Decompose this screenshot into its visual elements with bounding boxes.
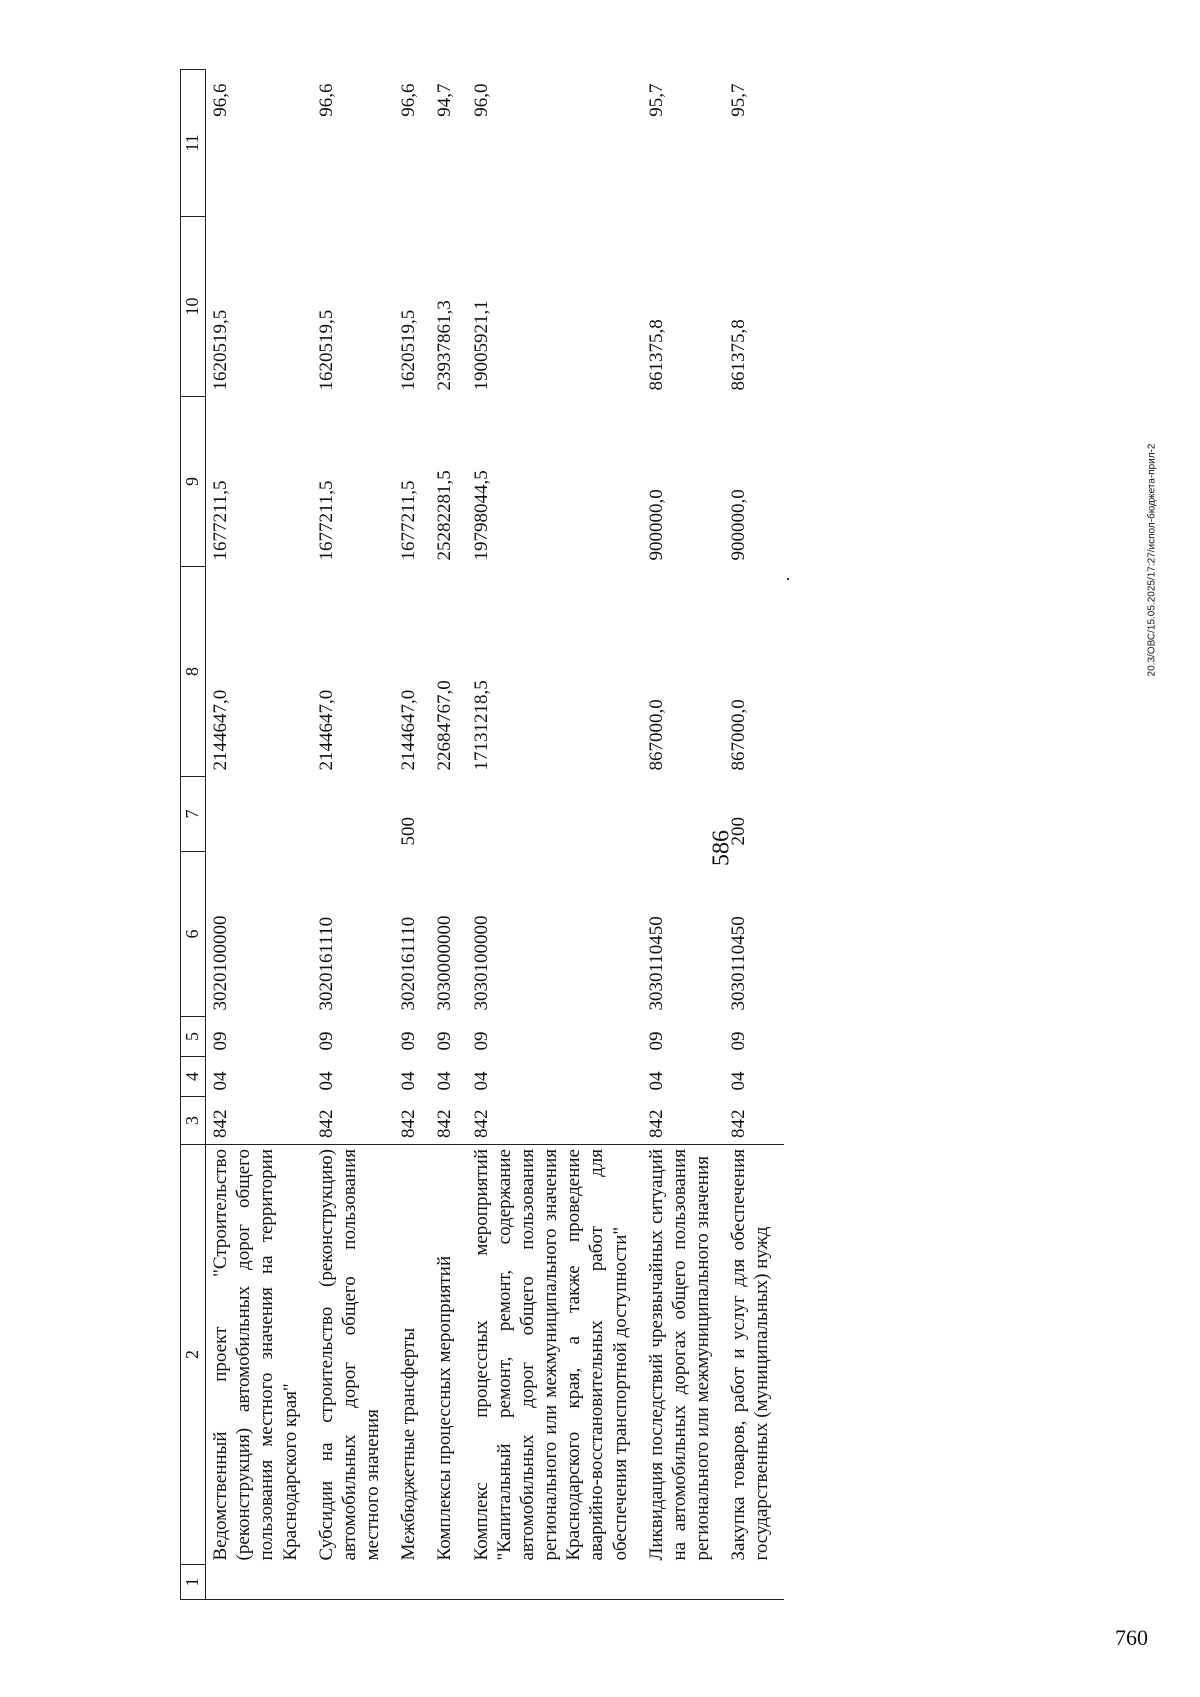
target-article-code: 3030110450 bbox=[645, 916, 667, 1011]
row-name: Комплекс процессных мероприятий "Капитальный ремонт, ремонт, содержание автомобильных дорог общего пользования регионального или межмуниципального значения Краснодарского края, а также проведение аварийно-восстановительных работ для обеспечения транспортной доступности" bbox=[467, 1145, 642, 1565]
subsection-code: 09 bbox=[315, 1031, 337, 1051]
amount-col10: 1620519,5 bbox=[398, 309, 420, 391]
amount-col8: 17131218,5 bbox=[470, 680, 492, 771]
amount-col9: 19798044,5 bbox=[470, 470, 492, 561]
expense-type-code: 200 bbox=[728, 817, 750, 846]
row-index-cell bbox=[312, 1565, 395, 1600]
section-code: 04 bbox=[315, 1071, 337, 1091]
subsection-code: 09 bbox=[470, 1031, 492, 1051]
row-name: Ликвидация последствий чрезвычайных ситуаций на автомобильных дорогах общего пользования регионального или межмуниципального значения bbox=[642, 1145, 725, 1565]
header-row bbox=[181, 70, 206, 1600]
amount-col10: 1620519,5 bbox=[210, 309, 231, 391]
row-name: Субсидии на строительство (реконструкцию) автомобильных дорог общего пользования местного значения bbox=[312, 1145, 395, 1565]
percent-col11: 96,6 bbox=[210, 83, 231, 117]
expense-type-code bbox=[642, 777, 725, 852]
ministry-code: 842 bbox=[645, 1109, 667, 1138]
ministry-code: 842 bbox=[728, 1109, 750, 1138]
amount-col9: 900000,0 bbox=[728, 489, 750, 561]
amount-col9: 1677211,5 bbox=[398, 480, 420, 561]
table-container bbox=[180, 70, 1125, 1600]
amount-col10: 861375,8 bbox=[728, 319, 750, 391]
amount-col8: 867000,0 bbox=[645, 699, 667, 771]
percent-col11: 96,6 bbox=[315, 83, 337, 117]
row-index-cell bbox=[724, 1565, 783, 1600]
percent-col11: 96,6 bbox=[398, 83, 420, 117]
column-header: 7 bbox=[181, 777, 206, 852]
expense-type-code bbox=[467, 777, 642, 852]
subsection-code: 09 bbox=[728, 1031, 750, 1051]
row-index-cell bbox=[467, 1565, 642, 1600]
percent-col11: 96,0 bbox=[470, 83, 492, 117]
expense-type-code bbox=[312, 777, 395, 852]
amount-col9: 1677211,5 bbox=[210, 480, 231, 561]
amount-col8: 2144647,0 bbox=[315, 689, 337, 771]
target-article-code: 3030100000 bbox=[470, 915, 492, 1011]
section-code: 04 bbox=[210, 1071, 231, 1091]
table-row bbox=[724, 70, 783, 1600]
row-index-cell bbox=[642, 1565, 725, 1600]
column-header: 2 bbox=[181, 1145, 206, 1565]
table-row bbox=[642, 70, 725, 1600]
row-name: Межбюджетные трансферты bbox=[394, 1145, 430, 1565]
table-row bbox=[394, 70, 430, 1600]
column-header: 9 bbox=[181, 397, 206, 567]
ministry-code: 842 bbox=[315, 1109, 337, 1138]
footer-stamp: 20.3/ОВС/15.05.2025/17:27/испол-бюджета-прил-2 bbox=[1146, 443, 1158, 677]
amount-col8: 867000,0 bbox=[728, 699, 750, 771]
target-article-code: 3020100000 bbox=[210, 915, 231, 1011]
target-article-code: 3030110450 bbox=[728, 916, 750, 1011]
amount-col8: 2144647,0 bbox=[398, 689, 420, 771]
ministry-code: 842 bbox=[398, 1109, 420, 1138]
budget-table bbox=[180, 69, 784, 1600]
row-index-cell bbox=[430, 1565, 466, 1600]
row-name: Ведомственный проект "Строительство (реконструкция) автомобильных дорог общего пользования местного значения на территории Краснодарского края" bbox=[206, 1145, 312, 1565]
column-header: 11 bbox=[181, 70, 206, 217]
table-row bbox=[467, 70, 642, 1600]
subsection-code: 09 bbox=[210, 1031, 231, 1051]
table-row bbox=[206, 70, 312, 1600]
expense-type-code: 500 bbox=[398, 817, 420, 846]
section-code: 04 bbox=[645, 1071, 667, 1091]
column-header: 6 bbox=[181, 852, 206, 1017]
amount-col10: 1620519,5 bbox=[315, 309, 337, 391]
amount-col10: 23937861,3 bbox=[434, 300, 456, 391]
amount-col8: 22684767,0 bbox=[434, 680, 456, 771]
table-row bbox=[312, 70, 395, 1600]
target-article-code: 3020161110 bbox=[315, 916, 337, 1011]
column-header: 1 bbox=[181, 1565, 206, 1600]
subsection-code: 09 bbox=[434, 1031, 456, 1051]
ministry-code: 842 bbox=[434, 1109, 456, 1138]
row-index-cell bbox=[206, 1565, 312, 1600]
target-article-code: 3030000000 bbox=[434, 915, 456, 1011]
amount-col8: 2144647,0 bbox=[210, 689, 231, 771]
percent-col11: 94,7 bbox=[434, 83, 456, 117]
target-article-code: 3020161110 bbox=[398, 916, 420, 1011]
ministry-code: 842 bbox=[470, 1109, 492, 1138]
section-code: 04 bbox=[398, 1071, 420, 1091]
subsection-code: 09 bbox=[398, 1031, 420, 1051]
column-header: 3 bbox=[181, 1097, 206, 1145]
page-number-top: 586 bbox=[708, 830, 735, 866]
section-code: 04 bbox=[434, 1071, 456, 1091]
amount-col9: 1677211,5 bbox=[315, 480, 337, 561]
percent-col11: 95,7 bbox=[728, 83, 750, 117]
row-name: Закупка товаров, работ и услуг для обеспечения государственных (муниципальных) нужд bbox=[724, 1145, 783, 1565]
expense-type-code bbox=[206, 777, 312, 852]
column-header: 5 bbox=[181, 1017, 206, 1057]
amount-col10: 19005921,1 bbox=[470, 300, 492, 391]
column-header: 8 bbox=[181, 567, 206, 777]
amount-col9: 900000,0 bbox=[645, 489, 667, 561]
column-header: 10 bbox=[181, 217, 206, 397]
page-number-bottom: 760 bbox=[1115, 1625, 1148, 1650]
ministry-code: 842 bbox=[210, 1109, 231, 1138]
table-row bbox=[430, 70, 466, 1600]
percent-col11: 95,7 bbox=[645, 83, 667, 117]
column-header: 4 bbox=[181, 1057, 206, 1097]
row-name: Комплексы процессных мероприятий bbox=[430, 1145, 466, 1565]
section-code: 04 bbox=[728, 1071, 750, 1091]
subsection-code: 09 bbox=[645, 1031, 667, 1051]
section-code: 04 bbox=[470, 1071, 492, 1091]
amount-col10: 861375,8 bbox=[645, 319, 667, 391]
amount-col9: 25282281,5 bbox=[434, 470, 456, 561]
row-index-cell bbox=[394, 1565, 430, 1600]
expense-type-code bbox=[430, 777, 466, 852]
